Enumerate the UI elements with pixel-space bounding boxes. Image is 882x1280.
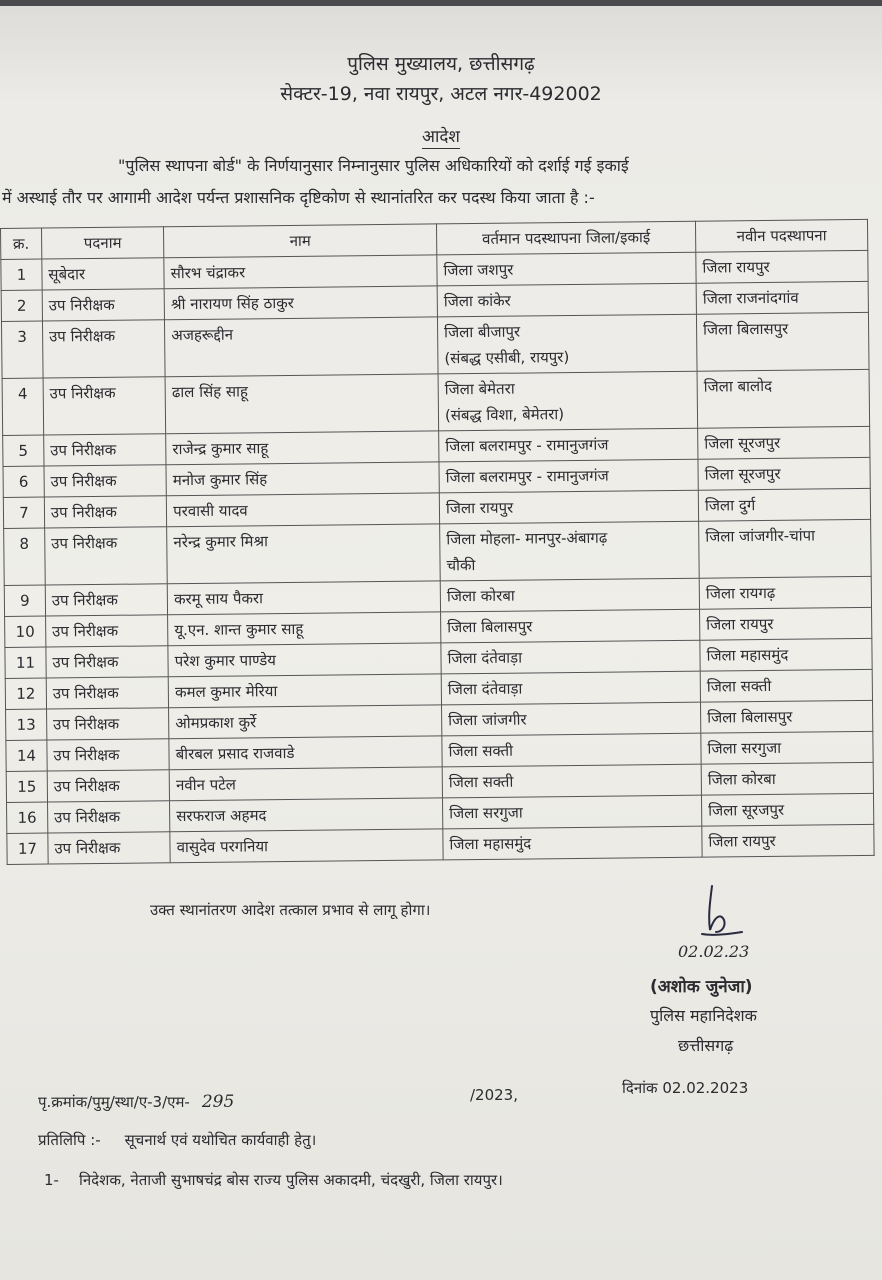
copy-line — [38, 1130, 316, 1150]
cell-new — [696, 250, 868, 283]
cell-new — [696, 281, 868, 314]
cell-current-text: जिला जशपुर — [443, 260, 514, 280]
cell-new-text: जिला महासमुंद — [706, 645, 789, 665]
cell-sn — [4, 585, 45, 616]
cell-new — [700, 638, 872, 671]
cell-new — [699, 576, 871, 609]
cell-new — [697, 369, 870, 428]
cell-name-text: करमू साय पैकरा — [173, 589, 264, 609]
cell-post — [42, 289, 165, 321]
cell-new-text: जिला बिलासपुर — [707, 707, 793, 727]
cell-current — [438, 371, 698, 431]
cell-new-text: जिला रायपुर — [702, 257, 770, 277]
top-edge — [0, 0, 882, 6]
cell-current — [440, 521, 700, 581]
cell-sn-text: 16 — [17, 808, 37, 827]
cell-post-text: उप निरीक्षक — [51, 590, 118, 610]
cell-sn — [4, 528, 45, 585]
cell-sn — [3, 497, 44, 528]
cell-new — [700, 669, 872, 702]
cell-current-sub: (संबद्ध विशा, बेमेतरा) — [444, 405, 565, 425]
cell-name-text: श्री नारायण सिंह ठाकुर — [170, 293, 294, 314]
transfer-table — [0, 219, 875, 865]
cell-post-text: उप निरीक्षक — [54, 838, 121, 858]
recipient-item — [44, 1170, 503, 1190]
cell-current-text: जिला कांकेर — [443, 291, 511, 311]
cell-post-text: उप निरीक्षक — [52, 621, 119, 641]
cell-post-text: उप निरीक्षक — [52, 714, 120, 734]
cell-name — [167, 524, 440, 584]
recipient-text: निदेशक, नेताजी सुभाषचंद्र बोस राज्य पुलिस अकादमी, चंदखुरी, जिला रायपुर। — [78, 1171, 503, 1189]
cell-sn — [6, 709, 47, 740]
copy-label: प्रतिलिपि :- — [38, 1131, 101, 1149]
cell-name-text: सरफराज अहमद — [176, 806, 267, 826]
cell-new-text: जिला सक्ती — [706, 676, 772, 696]
cell-name — [169, 736, 442, 770]
cell-name — [167, 581, 440, 615]
cell-new-text: जिला कोरबा — [707, 769, 776, 789]
cell-post — [44, 465, 167, 497]
signature-mark — [690, 882, 750, 942]
cell-current — [437, 252, 696, 286]
cell-name — [164, 255, 437, 289]
cell-current-text: जिला बलरामपुर - रामानुजगंज — [445, 435, 609, 456]
cell-name-text: वासुदेव परगनिया — [176, 837, 269, 857]
cell-post-text: उप निरीक्षक — [49, 383, 116, 403]
cell-post-text: उप निरीक्षक — [51, 533, 118, 553]
cell-post — [47, 770, 170, 802]
cell-new-text: जिला राजनांदगांव — [702, 288, 799, 308]
cell-sn-text: 1 — [16, 265, 27, 284]
cell-sn-text: 17 — [17, 839, 38, 858]
cell-name — [169, 705, 442, 739]
cell-post-text: उप निरीक्षक — [50, 471, 117, 491]
cell-name — [170, 829, 443, 863]
intro-line-2: में अस्थाई तौर पर आगामी आदेश पर्यन्त प्रशासनिक दृष्टिकोण से स्थानांतरित कर पदस्थ किया जाता है :- — [2, 188, 595, 207]
cell-name — [166, 493, 439, 527]
cell-new — [701, 762, 873, 795]
cell-post — [44, 496, 167, 528]
col-header-sn: क्र. — [1, 228, 42, 259]
cell-sn-text: 9 — [19, 591, 30, 610]
reference-year: /2023, — [470, 1086, 518, 1104]
cell-post — [44, 434, 167, 466]
cell-sn — [5, 678, 46, 709]
cell-new — [701, 793, 873, 826]
cell-current — [440, 578, 699, 612]
cell-post-text: उप निरीक्षक — [48, 295, 115, 315]
cell-name-text: कमल कुमार मेरिया — [174, 682, 278, 702]
col-header-new: नवीन पदस्थापना — [695, 219, 867, 252]
cell-current-sub: (संबद्ध एसीबी, रायपुर) — [444, 348, 570, 368]
cell-current-text: जिला मोहला- मानपुर-अंबागढ़ — [446, 528, 608, 549]
cell-sn — [1, 259, 42, 290]
cell-name — [168, 674, 441, 708]
cell-new — [702, 824, 874, 857]
cell-current-text: जिला सक्ती — [448, 741, 514, 761]
cell-new-text: जिला सूरजपुर — [708, 800, 785, 820]
cell-name-text: यू.एन. शान्त कुमार साहू — [174, 619, 304, 640]
cell-current-text: जिला रायपुर — [445, 498, 514, 518]
cell-current — [441, 671, 700, 705]
cell-name — [164, 286, 437, 320]
cell-sn-text: 10 — [15, 622, 35, 641]
cell-post-text: उप निरीक्षक — [53, 776, 120, 796]
cell-sn — [1, 290, 42, 321]
cell-new — [701, 700, 873, 733]
cell-name — [169, 767, 442, 801]
cell-name-text: सौरभ चंद्राकर — [170, 263, 246, 283]
cell-sn-text: 7 — [19, 503, 29, 522]
cell-new-text: जिला दुर्ग — [704, 496, 756, 515]
order-title — [0, 124, 882, 147]
cell-post-text: उप निरीक्षक — [53, 807, 121, 827]
cell-sn-text: 13 — [16, 715, 36, 734]
cell-new-text: जिला बिलासपुर — [703, 319, 789, 339]
cell-post — [46, 708, 169, 740]
table-row — [4, 519, 872, 585]
signatory-designation: पुलिस महानिदेशक — [650, 1006, 757, 1025]
reference-number — [38, 1092, 234, 1112]
signature-date: 02.02.23 — [678, 942, 750, 961]
cell-name — [165, 317, 438, 377]
cell-post-text: सूबेदार — [48, 265, 86, 284]
cell-current — [437, 283, 696, 317]
cell-current-text: जिला सक्ती — [448, 772, 514, 792]
cell-sn-text: 8 — [19, 534, 30, 553]
signatory-name: (अशोक जुनेजा) — [650, 977, 753, 997]
cell-post-text: उप निरीक्षक — [52, 652, 119, 672]
cell-sn-text: 12 — [16, 684, 36, 703]
cell-name-text: ओमप्रकाश कुर्रे — [175, 713, 257, 733]
cell-new — [698, 426, 870, 459]
cell-new — [698, 488, 870, 521]
cell-current — [437, 314, 697, 374]
cell-name-text: परवासी यादव — [173, 501, 248, 521]
table-body — [1, 250, 874, 864]
cell-name — [170, 798, 443, 832]
office-name: पुलिस मुख्यालय, छत्तीसगढ़ — [347, 53, 535, 75]
cell-sn — [7, 833, 48, 864]
cell-sn-text: 14 — [16, 746, 37, 765]
col-header-current: वर्तमान पदस्थापना जिला/इकाई — [436, 221, 695, 255]
table-row — [2, 369, 870, 435]
cell-sn-text: 15 — [17, 777, 37, 796]
cell-current — [439, 459, 698, 493]
cell-sn-text: 4 — [17, 384, 28, 403]
cell-name-text: नवीन पटेल — [175, 775, 237, 795]
cell-sn-text: 3 — [17, 327, 27, 346]
cell-sn — [5, 616, 46, 647]
reference-number-value: 295 — [201, 1092, 235, 1112]
cell-post-text: उप निरीक्षक — [50, 502, 117, 522]
cell-current-text: जिला बलरामपुर - रामानुजगंज — [445, 466, 609, 487]
cell-new-text: जिला रायगढ़ — [705, 583, 776, 603]
cell-post-text: उप निरीक्षक — [48, 326, 116, 346]
recipient-number: 1- — [44, 1171, 59, 1189]
cell-new-text: जिला सूरजपुर — [704, 464, 781, 484]
office-address: सेक्टर-19, नवा रायपुर, अटल नगर-492002 — [280, 83, 602, 105]
col-header-name: नाम — [164, 224, 437, 258]
cell-new — [699, 519, 872, 578]
cell-current — [439, 490, 698, 524]
cell-current-sub: चौकी — [446, 556, 476, 575]
cell-current — [443, 795, 702, 829]
cell-sn — [2, 378, 43, 435]
cell-name-text: बीरबल प्रसाद राजवाडे — [175, 743, 295, 764]
cell-post — [46, 646, 169, 678]
cell-current — [442, 733, 701, 767]
cell-current-text: जिला दंतेवाड़ा — [447, 648, 523, 668]
cell-current — [442, 702, 701, 736]
cell-current-text: जिला कोरबा — [446, 586, 515, 606]
cell-name-text: अजहरूद्दीन — [171, 325, 234, 345]
col-header-post: पदनाम — [41, 227, 164, 259]
cell-name-text: मनोज कुमार सिंह — [172, 470, 268, 490]
cell-post — [46, 677, 169, 709]
signatory-state: छत्तीसगढ़ — [678, 1036, 734, 1055]
order-title-text: आदेश — [422, 127, 460, 147]
cell-current-text: जिला महासमुंद — [449, 834, 532, 854]
cell-post — [42, 320, 165, 378]
cell-new — [696, 312, 869, 371]
cell-current-text: जिला बेमेतरा — [444, 379, 515, 399]
cell-name — [165, 374, 438, 434]
cell-post — [47, 801, 170, 833]
reference-prefix: पृ.क्रमांक/पुमु/स्था/ए-3/एम- — [38, 1093, 190, 1111]
cell-current-text: जिला जांजगीर — [448, 710, 527, 730]
cell-sn — [7, 802, 48, 833]
cell-post — [48, 832, 171, 864]
cell-sn — [1, 321, 42, 378]
cell-current-text: जिला बिलासपुर — [447, 617, 533, 637]
cell-current — [443, 826, 702, 860]
cell-post-text: उप निरीक्षक — [52, 683, 119, 703]
cell-sn — [5, 647, 46, 678]
cell-name-text: नरेन्द्र कुमार मिश्रा — [173, 532, 269, 552]
cell-name-text: राजेन्द्र कुमार साहू — [172, 439, 269, 459]
cell-current — [439, 428, 698, 462]
cell-current — [441, 640, 700, 674]
cell-current-text: जिला बीजापुर — [444, 322, 521, 342]
cell-name — [168, 643, 441, 677]
cell-post — [42, 258, 165, 290]
cell-name — [166, 431, 439, 465]
cell-sn-text: 5 — [18, 441, 29, 460]
cell-new-text: जिला रायपुर — [708, 831, 776, 851]
cell-sn — [6, 740, 47, 771]
cell-name-text: ढाल सिंह साहू — [171, 382, 249, 402]
cell-name — [166, 462, 439, 496]
cell-new-text: जिला बालोद — [703, 376, 773, 396]
cell-new — [701, 731, 873, 764]
cell-current-text: जिला दंतेवाड़ा — [447, 679, 523, 699]
cell-post-text: उप निरीक्षक — [50, 440, 117, 460]
reference-date: दिनांक 02.02.2023 — [622, 1079, 749, 1097]
cell-current-text: जिला सरगुजा — [449, 803, 523, 823]
cell-post — [45, 615, 168, 647]
cell-post-text: उप निरीक्षक — [53, 745, 120, 765]
cell-sn-text: 6 — [18, 472, 29, 491]
cell-post — [45, 527, 168, 585]
cell-new-text: जिला रायपुर — [706, 614, 774, 634]
cell-new-text: जिला सूरजपुर — [704, 433, 781, 453]
cell-new — [698, 457, 870, 490]
cell-sn — [3, 466, 44, 497]
copy-text: सूचनार्थ एवं यथोचित कार्यवाही हेतु। — [124, 1131, 317, 1149]
cell-sn — [6, 771, 47, 802]
cell-sn-text: 11 — [15, 653, 36, 672]
intro-line-1: "पुलिस स्थापना बोर्ड" के निर्णयानुसार निम्नानुसार पुलिस अधिकारियों को दर्शाई गई इकाई — [118, 156, 629, 175]
cell-current — [441, 609, 700, 643]
cell-new-text: जिला सरगुजा — [707, 738, 782, 758]
cell-new-text: जिला जांजगीर-चांपा — [705, 526, 816, 546]
cell-sn-text: 2 — [16, 296, 27, 315]
cell-current — [442, 764, 701, 798]
cell-name — [168, 612, 441, 646]
cell-post — [47, 739, 170, 771]
cell-new — [700, 607, 872, 640]
cell-post — [45, 584, 168, 616]
table-row — [1, 312, 869, 378]
cell-name-text: परेश कुमार पाण्डेय — [174, 651, 276, 671]
effect-note: उक्त स्थानांतरण आदेश तत्काल प्रभाव से लागू होगा। — [150, 901, 431, 919]
cell-post — [43, 377, 166, 435]
cell-sn — [3, 435, 44, 466]
